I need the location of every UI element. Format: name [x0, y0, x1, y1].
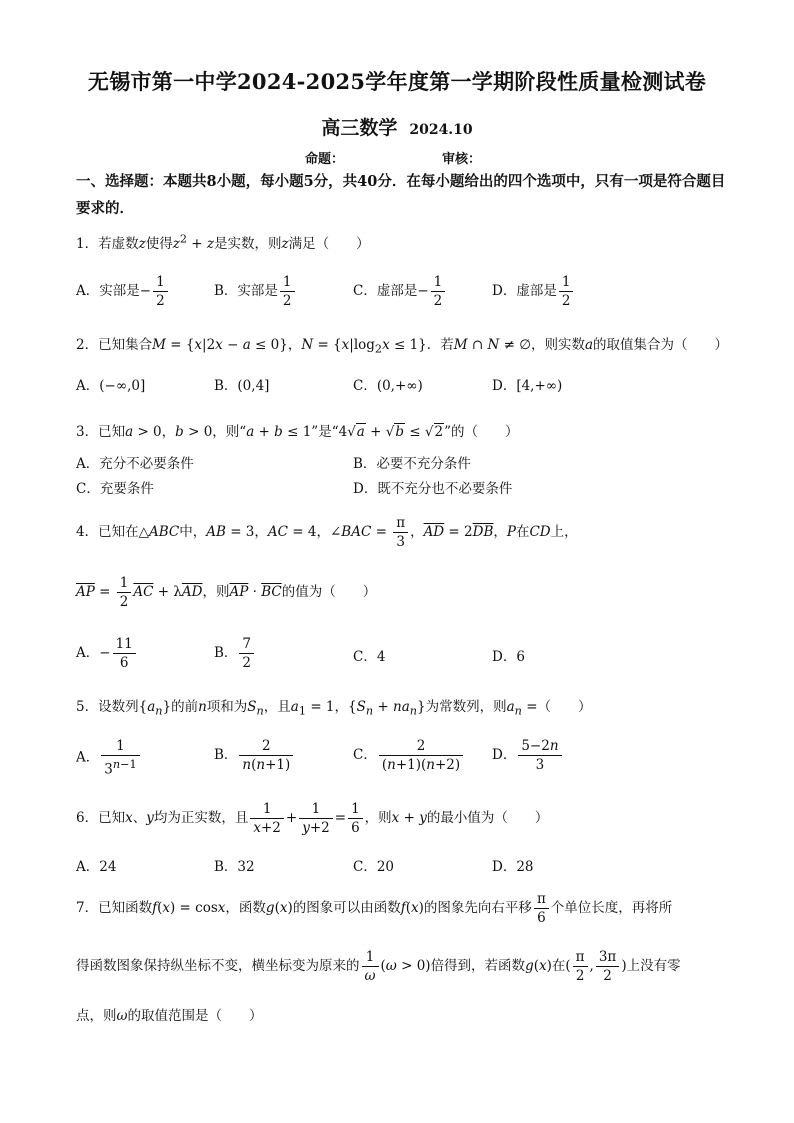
q5-option-c: C． $\frac{2}{(n+1)(n+2)}$ — [353, 737, 465, 774]
question-1: 1．若虚数z使得$z^2 + z$是实数，则z满足（ ） — [76, 232, 370, 252]
q6-option-a: A．24 — [76, 859, 117, 875]
question-2: 2．已知集合M = {x|2x − a ≤ 0}，$N = \{x|\log_2x \le 1\}$．若M ∩ N ≠ ∅，则实数a的取值集合为（ ） — [76, 337, 729, 356]
subject: 高三数学 — [321, 117, 398, 139]
reviewer-label: 审核： — [442, 152, 482, 167]
q3-option-c: C．充要条件 — [76, 481, 154, 497]
question-7-line-2: 得函数图象保持纵坐标不变，横坐标变为原来的 $\frac{1}{\omega}$ (ω > 0)倍得到，若函数g(x)在( $\frac{\pi}{2}$ , $\frac{3\pi}{2}$ )上没有零 — [76, 949, 681, 984]
q4-option-c: C．4 — [353, 649, 386, 665]
exam-date: 2024.10 — [409, 122, 473, 138]
question-4-line-2: $\overline{AP}$ = $\frac{1}{2}$ $\overline{AC} + \lambda\overline{AD}$，则$\overline{AP} \cdot \overline{BC}$的值为（ ） — [76, 575, 377, 610]
exam-title: 无锡市第一中学2024-2025学年度第一学期阶段性质量检测试卷 — [87, 69, 707, 94]
exam-subtitle — [0, 113, 794, 140]
q2-option-b: B．(0,4] — [214, 378, 270, 394]
q1-option-c: C．虚部是− $\frac{1}{2}$ — [353, 273, 447, 310]
q3-option-d: D．既不充分也不必要条件 — [353, 481, 513, 497]
q2-option-a: A．(−∞,0] — [76, 378, 146, 394]
q3-option-a: A．充分不必要条件 — [76, 456, 194, 472]
question-4: 4．已知在△ABC中，AB = 3，AC = 4，∠BAC = $\frac{\pi}{3}$ ，$\overline{AD} = 2\overline{DB}$，P在CD上， — [76, 515, 578, 550]
q6-option-d: D．28 — [492, 859, 534, 875]
question-7-line-3: 点，则ω的取值范围是（ ） — [76, 1008, 263, 1024]
q4-option-a: A．− $\frac{11}{6}$ — [76, 635, 138, 672]
author-label: 命题： — [305, 152, 345, 167]
q1-option-b: B．实部是 $\frac{1}{2}$ — [214, 273, 297, 310]
q6-option-c: C．20 — [353, 859, 395, 875]
section-heading: 一、选择题：本题共8小题，每小题5分，共40分．在每小题给出的四个选项中，只有一项是符合题目要求的． — [76, 173, 726, 217]
q4-option-d: D．6 — [492, 649, 525, 665]
q1-option-d: D．虚部是 $\frac{1}{2}$ — [492, 273, 575, 310]
q1-option-a: A．实部是− $\frac{1}{2}$ — [76, 273, 170, 310]
question-3: 3．已知a > 0，b > 0，则“a + b ≤ 1”是“4√a + √b ≤ √2”的（ ） — [76, 424, 519, 440]
q5-option-d: D． $\frac{5-2n}{3}$ — [492, 737, 564, 774]
q5-option-a: A． $\frac{1}{3^{n-1}}$ — [76, 737, 142, 779]
question-6: 6．已知x、y均为正实数，且 $\frac{1}{x+2}$ + $\frac{1}{y+2}$ = $\frac{1}{6}$ ，则x + y的最小值为（ ） — [76, 801, 549, 836]
q6-option-b: B．32 — [214, 859, 255, 875]
q2-option-d: D．[4,+∞) — [492, 378, 563, 394]
q5-option-b: B． $\frac{2}{n(n+1)}$ — [214, 737, 295, 774]
q2-option-c: C．(0,+∞) — [353, 378, 423, 394]
question-5: 5．设数列$\{a_n\}$的前n项和为$S_n$，且$a_1 = 1$，$\{S_n + na_n\}$为常数列，则$a_n$ =（ ） — [76, 699, 592, 718]
question-7: 7．已知函数f(x) = cosx，函数g(x)的图象可以由函数f(x)的图象先向右平移 $\frac{\pi}{6}$ 个单位长度，再将所 — [76, 891, 673, 926]
q3-option-b: B．必要不充分条件 — [353, 456, 471, 472]
q4-option-b: B． $\frac{7}{2}$ — [214, 635, 256, 672]
